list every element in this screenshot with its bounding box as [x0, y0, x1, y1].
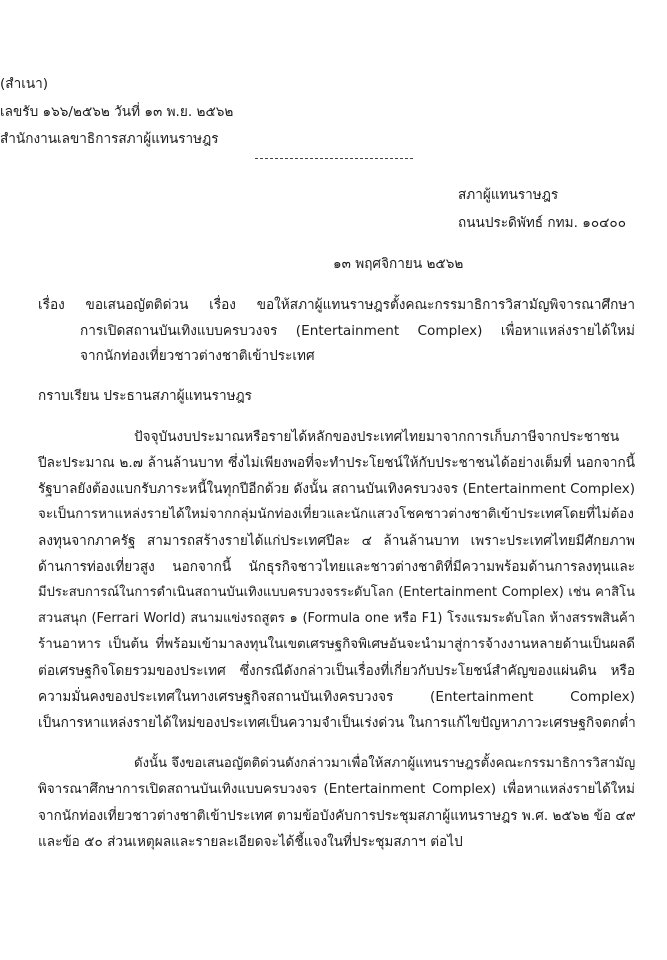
header-divider — [255, 158, 413, 159]
body1-line: เป็นการหาแหล่งรายได้ใหม่ของประเทศเป็นความจำเป็นเร่งด่วน ในการแก้ไขปัญหาภาวะเศรษฐกิจตกต่ำ — [38, 715, 636, 731]
address-line-1: สภาผู้แทนราษฎร — [458, 187, 559, 203]
body1-line: สวนสนุก (Ferrari World) สนามแข่งรถสูตร ๑ (Formula one หรือ F1) โรงแรมระดับโลก ห้างสรรพสินค้า — [38, 611, 635, 626]
body1-line: ต่อเศรษฐกิจโดยรวมของประเทศ ซึ่งกรณีดังกล่าวเป็นเรื่องที่เกี่ยวกับประโยชน์สำคัญของแผ่นดิน หรือ — [38, 663, 635, 679]
subject-line-3: จากนักท่องเที่ยวชาวต่างชาติเข้าประเทศ — [80, 348, 315, 364]
body1-line: มีประสบการณ์ในการดำเนินสถานบันเทิงแบบครบวงจรระดับโลก (Entertainment Complex) เช่น คาสิโน — [38, 585, 635, 600]
body2-line: ดังนั้น จึงขอเสนอญัตติด่วนดังกล่าวมาเพื่อให้สภาผู้แทนราษฎรตั้งคณะกรรมาธิการวิสามัญ — [134, 756, 636, 771]
body1-line: ด้านการท่องเที่ยวสูง นอกจากนี้ นักธุรกิจชาวไทยและชาวต่างชาติที่มีความพร้อมด้านการลงทุนและ — [38, 559, 635, 575]
body1-line: ลงทุนจากภาครัฐ สามารถสร้างรายได้แก่ประเทศปีละ ๔ ล้านล้านบาท เพราะประเทศไทยมีศักยภาพ — [38, 533, 635, 549]
receipt-line: เลขรับ ๑๖๖/๒๕๖๒ วันที่ ๑๓ พ.ย. ๒๕๖๒ — [0, 104, 234, 120]
body1-line: ร้านอาหาร เป็นต้น ที่พร้อมเข้ามาลงทุนในเขตเศรษฐกิจพิเศษอันจะนำมาสู่การจ้างงานหลายด้านเป็นผลดี — [38, 637, 635, 652]
subject-line-2: การเปิดสถานบันเทิงแบบครบวงจร (Entertainment Complex) เพื่อหาแหล่งรายได้ใหม่ — [80, 323, 635, 339]
body1-line: รัฐบาลยังต้องแบกรับภาระหนี้ในทุกปีอีกด้วย ดังนั้น สถานบันเทิงครบวงจร (Entertainment Complex) — [38, 481, 636, 497]
body2-line: และข้อ ๕๐ ส่วนเหตุผลและรายละเอียดจะได้ชี้แจงในที่ประชุมสภาฯ ต่อไป — [38, 834, 463, 850]
body1-line: ปัจจุบันงบประมาณหรือรายได้หลักของประเทศไทยมาจากการเก็บภาษีจากประชาชน — [134, 429, 620, 445]
body1-line: ปีละประมาณ ๒.๗ ล้านล้านบาท ซึ่งไม่เพียงพอที่จะทำประโยชน์ให้กับประชาชนได้อย่างเต็มที่ นอกจากนี้ — [38, 455, 635, 471]
office-name: สำนักงานเลขาธิการสภาผู้แทนราษฎร — [0, 131, 219, 147]
salutation: กราบเรียน ประธานสภาผู้แทนราษฎร — [38, 388, 252, 404]
body2-line: พิจารณาศึกษาการเปิดสถานบันเทิงแบบครบวงจร (Entertainment Complex) เพื่อหาแหล่งรายได้ใหม่ — [38, 782, 635, 797]
body1-line: จะเป็นการหาแหล่งรายได้ใหม่จากกลุ่มนักท่องเที่ยวและนักแสวงโชคชาวต่างชาติเข้าประเทศโดยที่ไม่ต้อง — [38, 507, 634, 522]
subject-line-1: เรื่อง ขอเสนอญัตติด่วน เรื่อง ขอให้สภาผู้แทนราษฎรตั้งคณะกรรมาธิการวิสามัญพิจารณาศึกษา — [38, 297, 635, 313]
document-date: ๑๓ พฤศจิกายน ๒๕๖๒ — [333, 256, 464, 272]
body2-line: จากนักท่องเที่ยวชาวต่างชาติเข้าประเทศ ตามข้อบังคับการประชุมสภาผู้แทนราษฎร พ.ศ. ๒๕๖๒ ข้อ ๔๙ — [38, 808, 636, 824]
address-line-2: ถนนประดิพัทธ์ กทม. ๑๐๔๐๐ — [458, 215, 627, 231]
copy-label: (สำเนา) — [0, 76, 49, 92]
body1-line: ความมั่นคงของประเทศในทางเศรษฐกิจสถานบันเทิงครบวงจร (Entertainment Complex) — [38, 689, 635, 705]
